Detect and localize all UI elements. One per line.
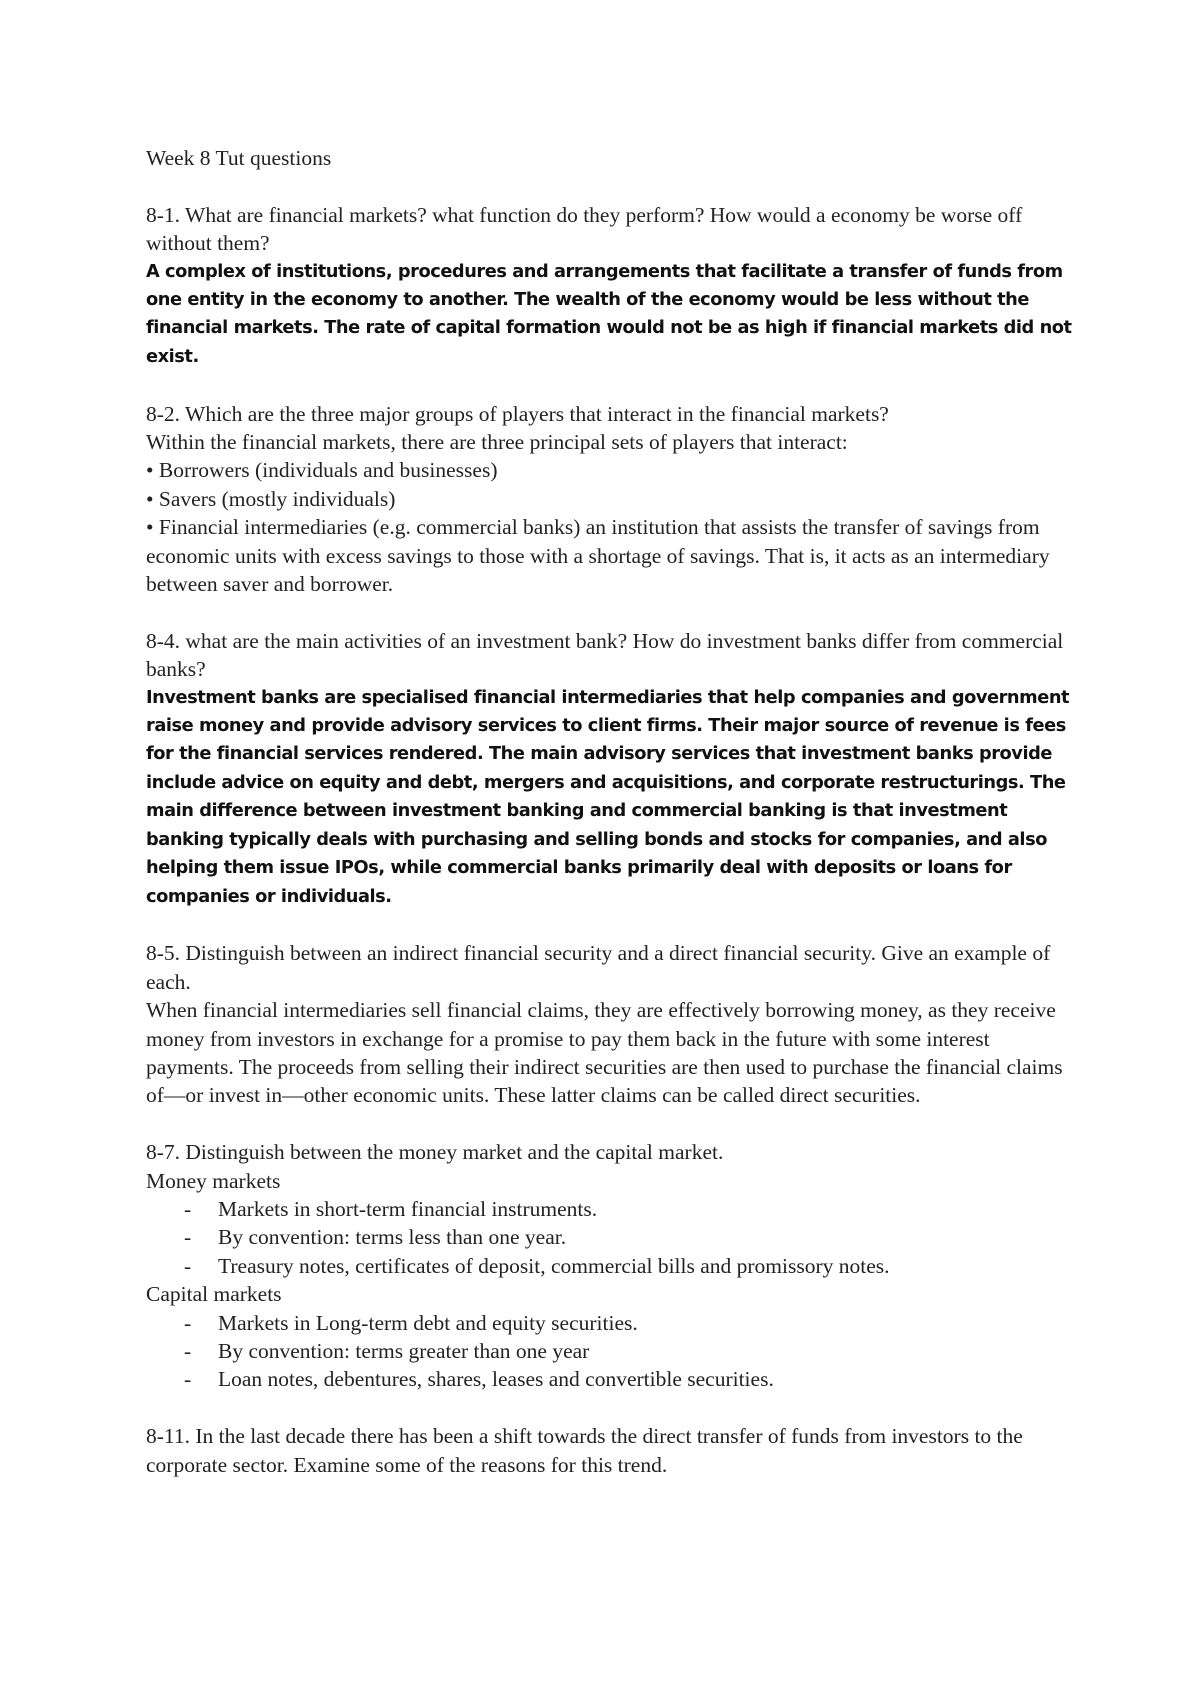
page-title: Week 8 Tut questions bbox=[146, 146, 332, 170]
answer-intro: Within the financial markets, there are three principal sets of players that interact: bbox=[146, 430, 848, 455]
list-item: - Markets in short-term financial instruments. bbox=[146, 1195, 1080, 1223]
question-text: 8-5. Distinguish between an indirect financial security and a direct financial security. Give an example of each. bbox=[146, 941, 1051, 994]
list-item: - By convention: terms less than one year. bbox=[146, 1223, 1080, 1251]
answer-text: Investment banks are specialised financial intermediaries that help companies and government raise money and provide advisory services to client firms. Their major source of revenue is fees for the financial services rendered. The main advisory services that investment banks provide include advice on equity and debt, mergers and acquisitions, and corporate restructurings. The main difference between investment banking and commercial banking is that investment banking typically deals with purchasing and selling bonds and stocks for companies, and also helping them issue IPOs, while commercial banks primarily deal with deposits or loans for companies or individuals. bbox=[146, 686, 1070, 907]
question-8-11 bbox=[146, 1422, 1080, 1479]
money-markets-list bbox=[146, 1195, 1080, 1280]
list-item: • Savers (mostly individuals) bbox=[146, 486, 396, 511]
question-8-5 bbox=[146, 939, 1080, 1109]
question-8-7 bbox=[146, 1138, 1080, 1394]
question-8-4 bbox=[146, 627, 1080, 911]
question-text: 8-2. Which are the three major groups of players that interact in the financial markets? bbox=[146, 401, 889, 426]
capital-markets-heading: Capital markets bbox=[146, 1282, 282, 1307]
list-item: - Treasury notes, certificates of deposit, commercial bills and promissory notes. bbox=[146, 1252, 1080, 1280]
players-list bbox=[146, 456, 1080, 598]
question-text: 8-7. Distinguish between the money market and the capital market. bbox=[146, 1140, 724, 1165]
list-item: • Borrowers (individuals and businesses) bbox=[146, 458, 498, 483]
dash-marker: - bbox=[184, 1310, 192, 1335]
capital-markets-list bbox=[146, 1309, 1080, 1394]
dash-marker: - bbox=[184, 1338, 192, 1363]
list-item: - By convention: terms greater than one year bbox=[146, 1337, 1080, 1365]
dash-marker: - bbox=[184, 1225, 192, 1250]
list-item: - Loan notes, debentures, shares, leases and convertible securities. bbox=[146, 1365, 1080, 1393]
list-item: - Markets in Long-term debt and equity securities. bbox=[146, 1309, 1080, 1337]
dash-marker: - bbox=[184, 1196, 192, 1221]
question-text: 8-1. What are financial markets? what function do they perform? How would a economy be worse off without them? bbox=[146, 202, 1023, 256]
answer-text: A complex of institutions, procedures and arrangements that facilitate a transfer of funds from one entity in the economy to another. The wealth of the economy would be less without the financial markets. The rate of capital formation would not be as high if financial markets did not exist. bbox=[146, 260, 1072, 367]
money-markets-heading: Money markets bbox=[146, 1168, 281, 1193]
question-8-2 bbox=[146, 400, 1080, 599]
question-8-1 bbox=[146, 201, 1080, 371]
list-item: • Financial intermediaries (e.g. commercial banks) an institution that assists the transfer of savings from economic units with excess savings to those with a shortage of savings. That is, it acts as an intermediary between saver and borrower. bbox=[146, 515, 1050, 597]
dash-marker: - bbox=[184, 1253, 192, 1278]
dash-marker: - bbox=[184, 1367, 192, 1392]
answer-text: When financial intermediaries sell financial claims, they are effectively borrowing money, as they receive money from investors in exchange for a promise to pay them back in the future with some interest payments. The proceeds from selling their indirect securities are then used to purchase the financial claims of—or invest in—other economic units. These latter claims can be called direct securities. bbox=[146, 998, 1063, 1108]
question-text: 8-4. what are the main activities of an investment bank? How do investment banks differ from commercial banks? bbox=[146, 628, 1064, 682]
question-text: 8-11. In the last decade there has been a shift towards the direct transfer of funds from investors to the corporate sector. Examine some of the reasons for this trend. bbox=[146, 1424, 1023, 1477]
